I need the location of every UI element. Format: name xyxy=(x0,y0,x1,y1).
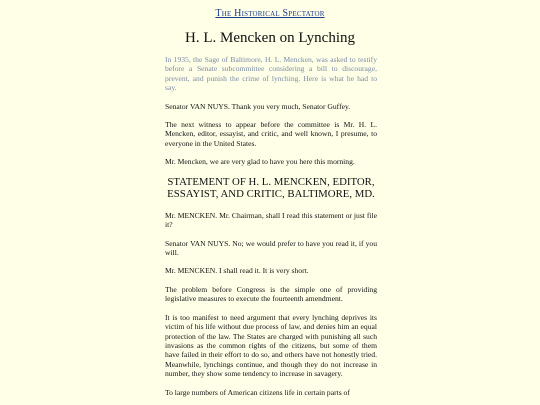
paragraph: To large numbers of American citizens life in certain parts of xyxy=(165,387,350,397)
paragraph: It is too manifest to need argument that every lynching deprives its victim of his life without due process of law, and denies him an equal protection of the law. The States are charged with punishing all such invasions as the common rights of the citizens, but some of them have failed in their effort to do so, and others have not honestly tried. Meanwhile, lynchings continue, and though they do not increase in number, they show some tendency to increase in savagery. xyxy=(165,312,377,379)
paragraph: Mr. Mencken, we are very glad to have you here this morning. xyxy=(165,157,355,167)
paragraph: Senator VAN NUYS. No; we would prefer to have you read it, if you will. xyxy=(165,238,377,258)
paragraph: The problem before Congress is the simple one of providing legislative measures to execute the fourteenth amendment. xyxy=(165,284,377,304)
site-title-link[interactable]: The Historical Spectator xyxy=(215,8,325,19)
article-body xyxy=(165,55,377,405)
paragraph: Mr. MENCKEN. Mr. Chairman, shall I read this statement or just file it? xyxy=(165,210,377,230)
paragraph: The next witness to appear before the committee is Mr. H. L. Mencken, editor, essayist, and critic, and well known, I presume, to everyone in the United States. xyxy=(165,120,377,148)
intro-paragraph: In 1935, the Sage of Baltimore, H. L. Mencken, was asked to testify before a Senate subcommittee considering a bill to discourage, prevent, and punish the crime of lynching. Here is what he had to say. xyxy=(165,55,377,93)
paragraph: Mr. MENCKEN. I shall read it. It is very short. xyxy=(165,266,309,276)
page-title: H. L. Mencken on Lynching xyxy=(185,30,355,46)
paragraph: Senator VAN NUYS. Thank you very much, Senator Guffey. xyxy=(165,101,351,111)
statement-heading: STATEMENT OF H. L. MENCKEN, EDITOR, ESSAYIST, AND CRITIC, BALTIMORE, MD. xyxy=(167,175,375,201)
